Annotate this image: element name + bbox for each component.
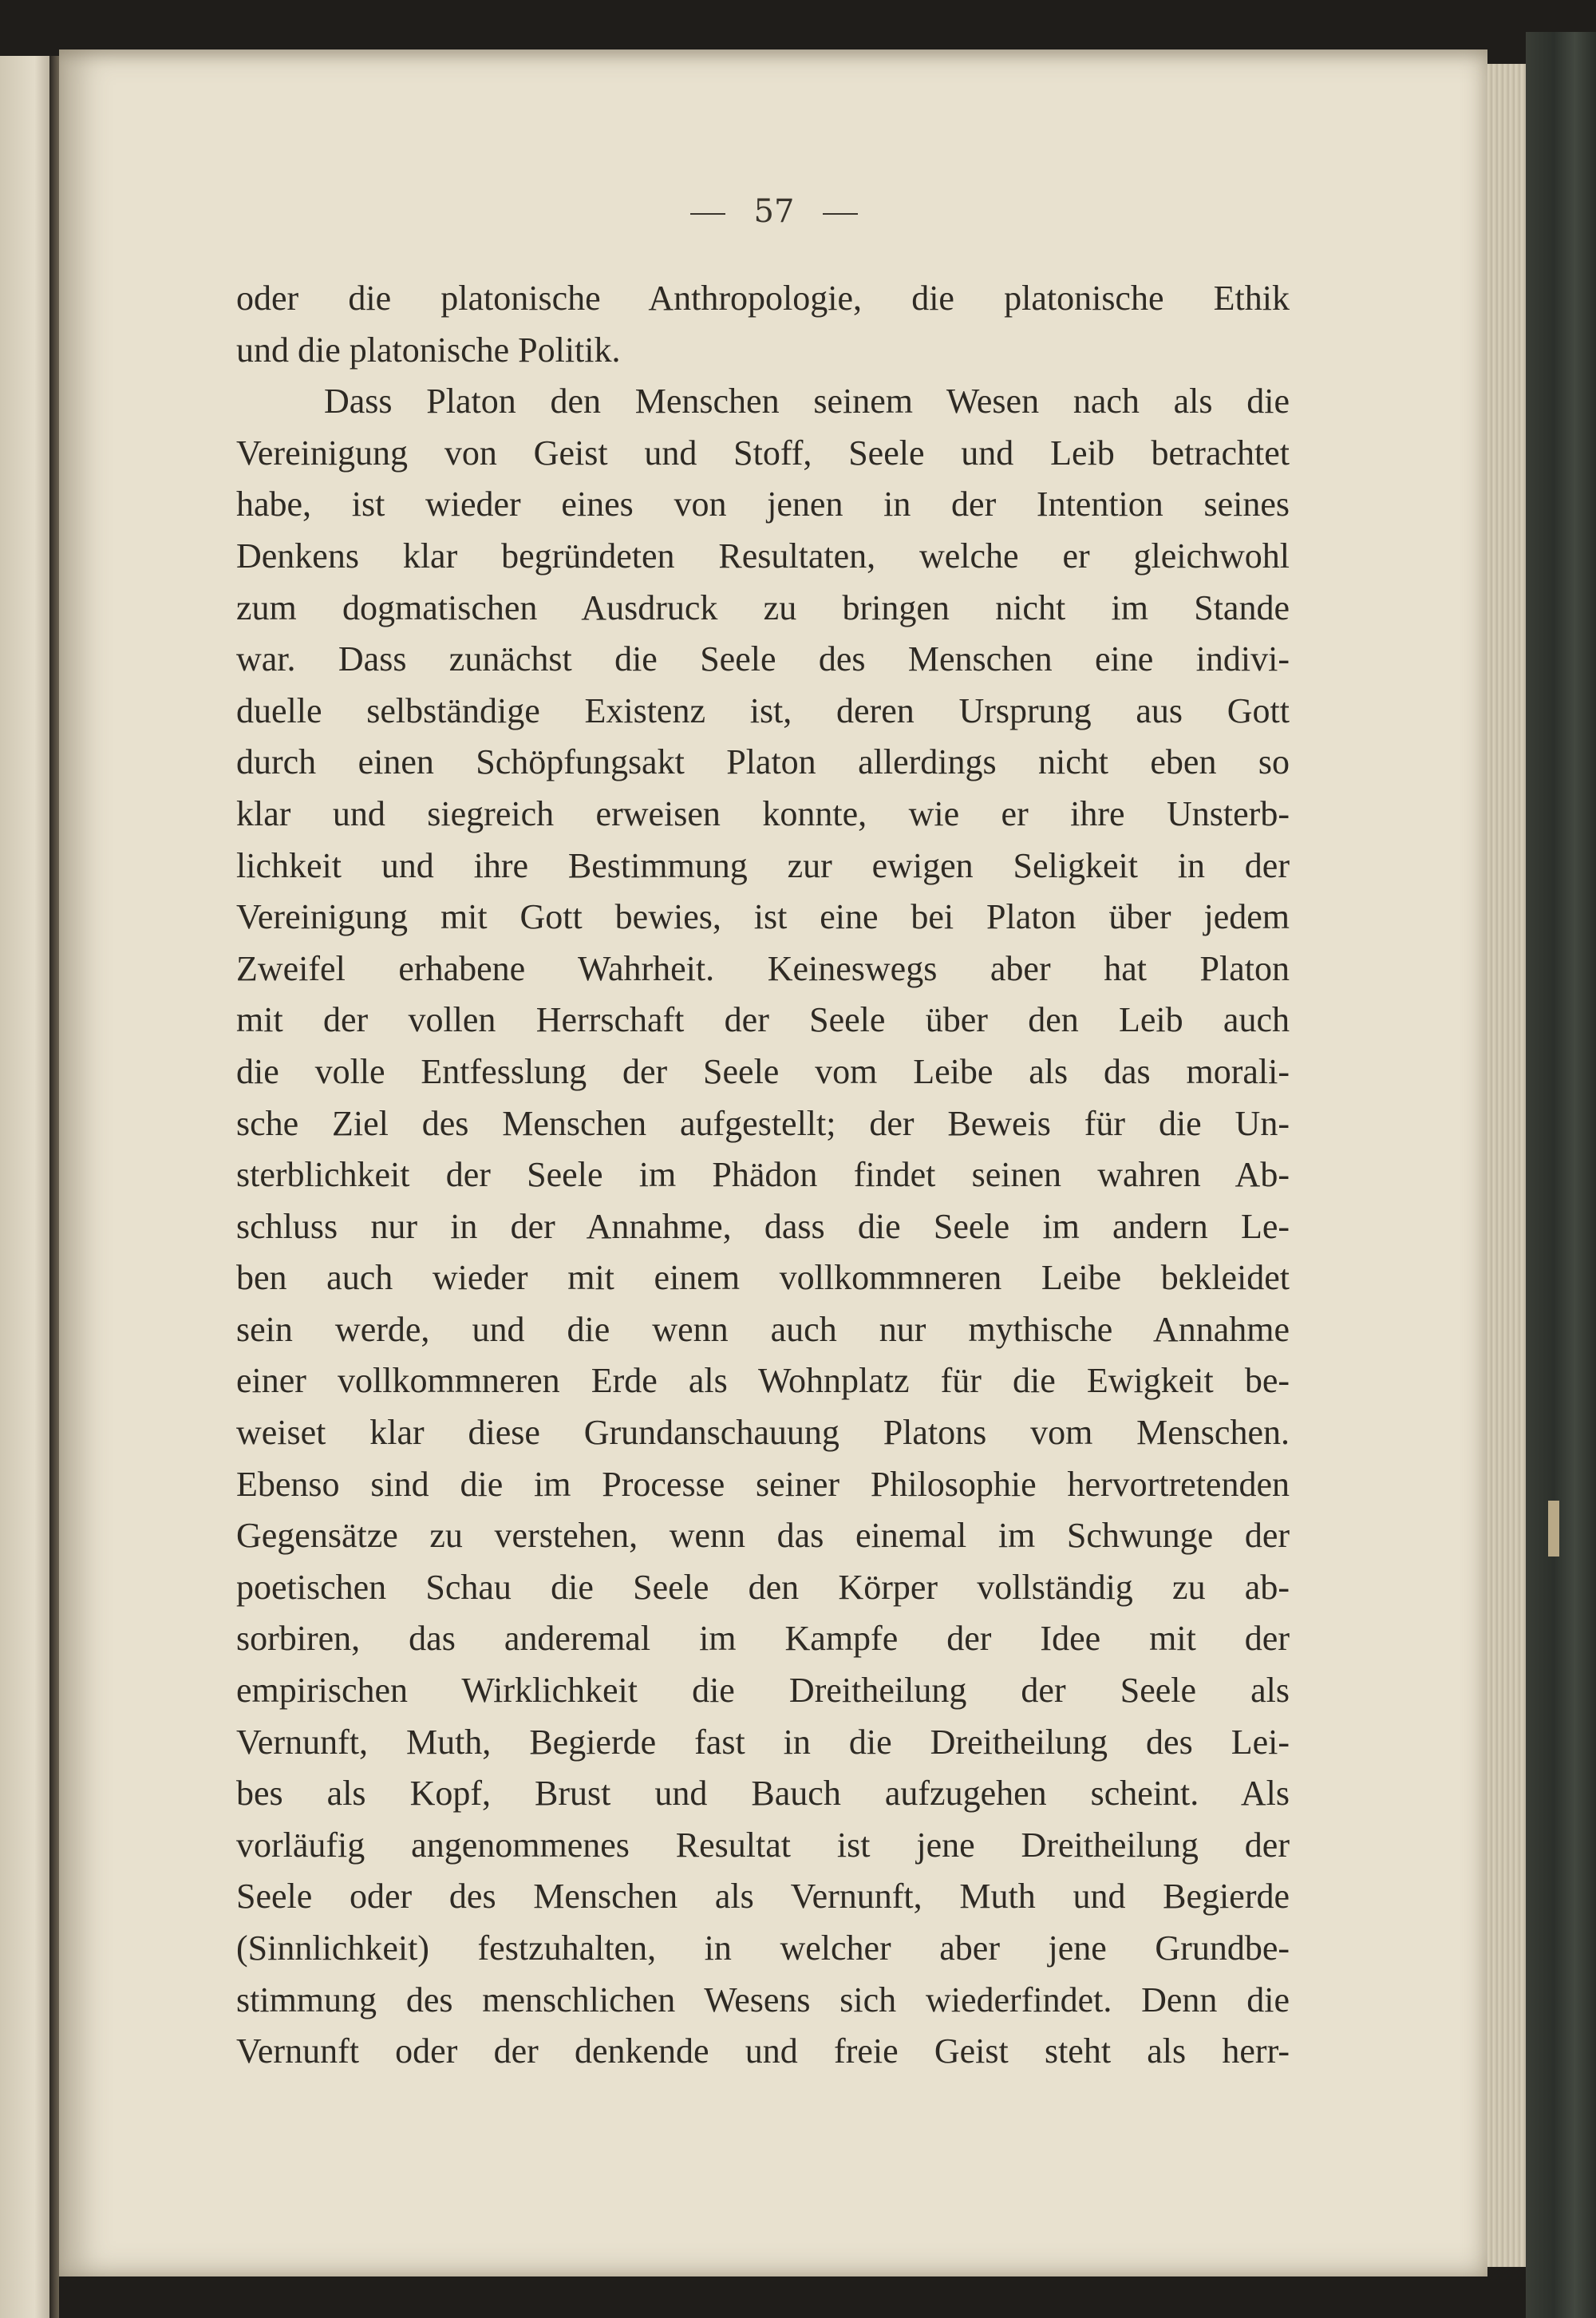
header-dash-left	[690, 213, 725, 215]
text-line: klar und siegreich erweisen konnte, wie er ihre Unsterb-	[236, 793, 1290, 833]
cover-marker	[1548, 1501, 1559, 1557]
text-line: einer vollkommneren Erde als Wohnplatz für die Ewigkeit be-	[236, 1361, 1290, 1401]
text-line: Seele oder des Menschen als Vernunft, Muth und Begierde	[236, 1877, 1290, 1917]
text-line: bes als Kopf, Brust und Bauch aufzugehen scheint. Als	[236, 1774, 1290, 1814]
text-line: Vernunft oder der denkende und freie Geist steht als herr-	[236, 2031, 1290, 2071]
text-line: (Sinnlichkeit) festzuhalten, in welcher aber jene Grundbe-	[236, 1928, 1290, 1968]
text-line: Zweifel erhabene Wahrheit. Keineswegs aber hat Platon	[236, 948, 1290, 988]
page-block-edges	[1487, 64, 1526, 2267]
text-line: zum dogmatischen Ausdruck zu bringen nicht im Stande	[236, 587, 1290, 627]
header-dash-right	[823, 213, 858, 215]
text-line: Gegensätze zu verstehen, wenn das einemal im Schwunge der	[236, 1516, 1290, 1556]
text-line: ben auch wieder mit einem vollkommneren Leibe bekleidet	[236, 1258, 1290, 1298]
text-line: sche Ziel des Menschen aufgestellt; der Beweis für die Un-	[236, 1103, 1290, 1143]
text-line: stimmung des menschlichen Wesens sich wiederfindet. Denn die	[236, 1980, 1290, 2019]
body-text	[236, 273, 1290, 2078]
text-line: Ebenso sind die im Processe seiner Philosophie hervortretenden	[236, 1464, 1290, 1504]
left-page-edge	[0, 56, 49, 2318]
text-line: sterblichkeit der Seele im Phädon findet seinen wahren Ab-	[236, 1155, 1290, 1195]
text-line: und die platonische Politik.	[236, 330, 621, 370]
book-gutter	[49, 56, 59, 2318]
text-line: Vereinigung mit Gott bewies, ist eine bei Platon über jedem	[236, 897, 1290, 937]
text-line: lichkeit und ihre Bestimmung zur ewigen Seligkeit in der	[236, 845, 1290, 885]
text-line: duelle selbständige Existenz ist, deren Ursprung aus Gott	[236, 690, 1290, 730]
text-line: Vereinigung von Geist und Stoff, Seele und Leib betrachtet	[236, 433, 1290, 473]
page-header	[654, 192, 894, 231]
text-line: empirischen Wirklichkeit die Dreitheilung der Seele als	[236, 1671, 1290, 1711]
text-line: durch einen Schöpfungsakt Platon allerdings nicht eben so	[236, 742, 1290, 782]
text-line: oder die platonische Anthropologie, die platonische Ethik	[236, 279, 1290, 318]
text-line: schluss nur in der Annahme, dass die Seele im andern Le-	[236, 1206, 1290, 1246]
text-line: Denkens klar begründeten Resultaten, welche er gleichwohl	[236, 536, 1290, 576]
text-line: Vernunft, Muth, Begierde fast in die Dreitheilung des Lei-	[236, 1722, 1290, 1762]
text-line: sein werde, und die wenn auch nur mythische Annahme	[236, 1309, 1290, 1349]
text-line: habe, ist wieder eines von jenen in der Intention seines	[236, 485, 1290, 524]
page-number: 57	[753, 193, 795, 230]
text-line: weiset klar diese Grundanschauung Platons vom Menschen.	[236, 1413, 1290, 1453]
text-line: sorbiren, das anderemal im Kampfe der Idee mit der	[236, 1619, 1290, 1659]
text-line: vorläufig angenommenes Resultat ist jene Dreitheilung der	[236, 1825, 1290, 1865]
text-line: mit der vollen Herrschaft der Seele über den Leib auch	[236, 1000, 1290, 1040]
text-line: poetischen Schau die Seele den Körper vollständig zu ab-	[236, 1567, 1290, 1607]
text-line: die volle Entfesslung der Seele vom Leibe als das morali-	[236, 1051, 1290, 1091]
text-line: Dass Platon den Menschen seinem Wesen nach als die	[324, 382, 1290, 421]
book-cover	[1526, 32, 1596, 2318]
text-line: war. Dass zunächst die Seele des Menschen eine indivi-	[236, 639, 1290, 679]
